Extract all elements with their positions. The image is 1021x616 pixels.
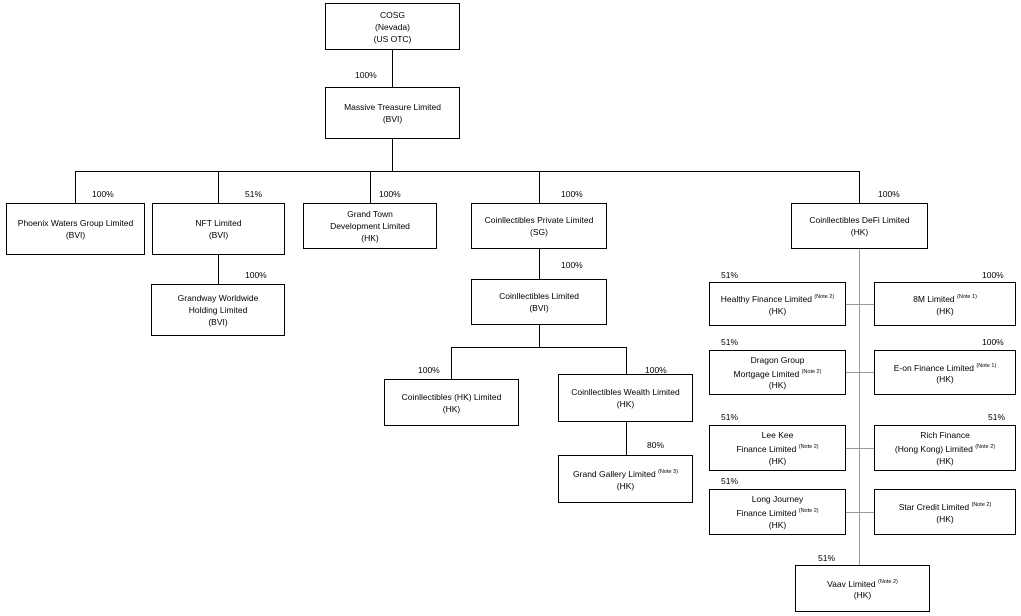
- node-line: NFT Limited: [195, 218, 242, 228]
- node-line: E-on Finance Limited $^{(Note 1)}$: [893, 362, 997, 373]
- connector-spine-rich: [859, 448, 874, 449]
- node-line: Coinllectibles DeFi Limited: [809, 215, 910, 225]
- node-coinllectibles-defi-limited[interactable]: [791, 203, 928, 249]
- node-massive-treasure-limited[interactable]: [325, 87, 460, 139]
- node-line: COSG: [379, 9, 406, 20]
- ownership-label: 51%: [721, 476, 739, 486]
- node-coinllectibles-wealth-limited[interactable]: [558, 374, 693, 422]
- node-line: Grand Gallery Limited $^{(Note 3)}$: [573, 468, 678, 479]
- node-line: Grandway Worldwide: [177, 293, 259, 303]
- node-coinllectibles-private-limited[interactable]: [471, 203, 607, 249]
- ownership-label: 100%: [561, 189, 583, 199]
- node-healthy-finance-limited[interactable]: [709, 282, 846, 326]
- node-line: (HK): [768, 380, 787, 391]
- node-line: (HK): [936, 455, 954, 466]
- node-line: (HK): [768, 519, 787, 530]
- node-line: 8M Limited $^{(Note 1)}$: [913, 293, 977, 304]
- node-line: Mortgage Limited $^{(Note 2)}$: [733, 368, 822, 379]
- node-line: (HK): [850, 227, 869, 237]
- node-line: Grand Town: [347, 209, 393, 219]
- node-line: (HK): [936, 374, 954, 385]
- node-line: Coinllectibles Private Limited: [484, 215, 594, 225]
- ownership-label: 51%: [721, 412, 739, 422]
- connector-spine-starcredit: [859, 512, 874, 513]
- ownership-label: 100%: [561, 260, 583, 270]
- connector-spine-healthy: [846, 304, 859, 305]
- node-line: Star Credit Limited $^{(Note 2)}$: [898, 501, 992, 512]
- connector-drop-coinllectibles-private: [539, 171, 540, 203]
- connector-drop-grandtown: [370, 171, 371, 203]
- connector-spine-longjourney: [846, 512, 859, 513]
- node-line: Finance Limited $^{(Note 2)}$: [736, 443, 819, 454]
- node-line: (HK): [442, 403, 461, 414]
- node-rich-finance-hong-kong-limited[interactable]: [874, 425, 1016, 471]
- ownership-label: 100%: [645, 365, 667, 375]
- node-line: Vaav Limited $^{(Note 2)}$: [827, 578, 898, 589]
- node-line: (HK): [936, 513, 954, 524]
- node-line: Long Journey: [751, 494, 804, 505]
- node-vaav-limited[interactable]: [795, 565, 930, 612]
- connector-bus-level2: [75, 171, 860, 172]
- node-line: Development Limited: [330, 221, 410, 231]
- node-8m-limited[interactable]: [874, 282, 1016, 326]
- ownership-label: 80%: [647, 440, 665, 450]
- node-line: (US OTC): [373, 33, 412, 44]
- connector-wealth-grandgallery: [626, 422, 627, 455]
- ownership-label: 51%: [721, 270, 739, 280]
- node-line: (HK): [936, 305, 954, 316]
- node-line: (Hong Kong) Limited $^{(Note 2)}$: [894, 443, 996, 454]
- connector-limited-down: [539, 325, 540, 347]
- node-cosg[interactable]: [325, 3, 460, 50]
- node-line: (BVI): [65, 230, 86, 240]
- connector-drop-coinllectibles-hk: [451, 347, 452, 379]
- connector-spine-8m: [859, 304, 874, 305]
- node-line: Coinllectibles Wealth Limited: [571, 387, 680, 397]
- connector-spine-eon: [859, 372, 874, 373]
- node-line: (HK): [768, 455, 787, 466]
- connector-drop-coinllectibles-wealth: [626, 347, 627, 374]
- ownership-label: 100%: [355, 70, 377, 80]
- node-grand-town-development-limited[interactable]: [303, 203, 437, 249]
- node-grand-gallery-limited[interactable]: [558, 455, 693, 503]
- ownership-label: 51%: [818, 553, 836, 563]
- connector-drop-phoenix: [75, 171, 76, 203]
- ownership-label: 51%: [245, 189, 263, 199]
- node-line: Holding Limited: [188, 305, 248, 315]
- connector-spine-leekee: [846, 448, 859, 449]
- connector-spine-vaav: [859, 546, 860, 565]
- node-long-journey-finance-limited[interactable]: [709, 489, 846, 535]
- node-dragon-group-mortgage-limited[interactable]: [709, 350, 846, 395]
- connector-cosg-massive: [392, 50, 393, 87]
- connector-private-limited: [539, 249, 540, 279]
- node-grandway-worldwide-holding-limited[interactable]: [151, 284, 285, 336]
- node-line: Rich Finance: [920, 430, 970, 441]
- node-line: Massive Treasure Limited: [344, 102, 441, 112]
- node-e-on-finance-limited[interactable]: [874, 350, 1016, 395]
- ownership-label: 100%: [418, 365, 440, 375]
- node-line: (HK): [853, 590, 872, 601]
- node-line: (SG): [530, 227, 548, 237]
- ownership-label: 100%: [982, 337, 1004, 347]
- connector-drop-nft: [218, 171, 219, 203]
- node-line: Coinllectibles Limited: [499, 291, 579, 301]
- node-line: Finance Limited $^{(Note 2)}$: [736, 507, 819, 518]
- ownership-label: 100%: [878, 189, 900, 199]
- node-phoenix-waters-group-limited[interactable]: [6, 203, 145, 255]
- connector-massive-down: [392, 139, 393, 171]
- node-line: (BVI): [208, 230, 229, 240]
- ownership-label: 100%: [982, 270, 1004, 280]
- connector-spine-dragon: [846, 372, 859, 373]
- node-line: Coinllectibles (HK) Limited: [401, 391, 502, 402]
- node-star-credit-limited[interactable]: [874, 489, 1016, 535]
- connector-bus-coinllectibles: [451, 347, 626, 348]
- node-line: (BVI): [382, 114, 403, 124]
- ownership-label: 51%: [988, 412, 1006, 422]
- node-line: Healthy Finance Limited $^{(Note 2)}$: [720, 293, 835, 304]
- node-line: (Nevada): [375, 21, 410, 32]
- connector-defi-spine: [859, 249, 860, 565]
- node-line: (HK): [616, 399, 635, 409]
- node-line: (BVI): [208, 317, 228, 327]
- node-line: Lee Kee: [761, 430, 794, 441]
- node-line: (HK): [361, 233, 379, 243]
- ownership-label: 100%: [245, 270, 267, 280]
- ownership-label: 100%: [379, 189, 401, 199]
- node-nft-limited[interactable]: [152, 203, 285, 255]
- node-line: (BVI): [529, 303, 549, 313]
- node-coinllectibles-limited[interactable]: [471, 279, 607, 325]
- node-line: (HK): [768, 305, 787, 316]
- ownership-label: 51%: [721, 337, 739, 347]
- connector-nft-grandway: [218, 255, 219, 284]
- node-line: Phoenix Waters Group Limited: [17, 218, 134, 228]
- node-line: (HK): [616, 480, 635, 491]
- ownership-label: 100%: [92, 189, 114, 199]
- node-line: Dragon Group: [750, 354, 805, 365]
- node-lee-kee-finance-limited[interactable]: [709, 425, 846, 471]
- node-coinllectibles-hk-limited[interactable]: [384, 379, 519, 426]
- connector-drop-coinllectibles-defi: [859, 171, 860, 203]
